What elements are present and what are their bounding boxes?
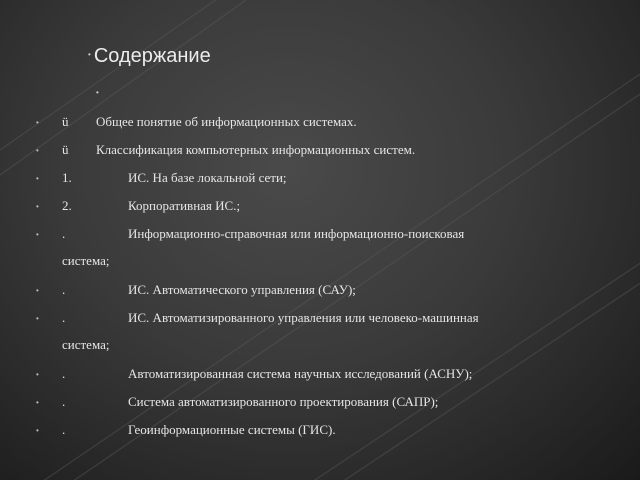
list-item-text: ИС. На базе локальной сети; (128, 170, 287, 185)
list-item-marker: . (62, 422, 66, 437)
list-item-marker: 1. (62, 170, 72, 185)
list-item-marker: . (62, 310, 66, 325)
list-item-text: Система автоматизированного проектирования (САПР); (128, 394, 439, 409)
bullet-dot: • (36, 174, 39, 183)
bullet-dot: • (36, 202, 39, 211)
list-item-marker: . (62, 226, 66, 241)
bullet-dot: • (36, 370, 39, 379)
empty-bullet: • (96, 88, 99, 97)
title-bullet: • (88, 50, 91, 59)
bullet-dot: • (36, 398, 39, 407)
list-item-text: Геоинформационные системы (ГИС). (128, 422, 336, 437)
list-item-marker: ü (62, 142, 69, 157)
bullet-dot: • (36, 118, 39, 127)
list-item-marker: 2. (62, 198, 72, 213)
bullet-dot: • (36, 314, 39, 323)
bullet-dot: • (36, 286, 39, 295)
list-item-marker: ü (62, 114, 69, 129)
bullet-dot: • (36, 146, 39, 155)
list-item-marker: . (62, 394, 66, 409)
list-item-text: ИС. Автоматизированного управления или человеко-машинная (128, 310, 479, 325)
list-item-text: Автоматизированная система научных исследований (АСНУ); (128, 366, 473, 381)
list-item-continuation: система; (62, 253, 110, 268)
list-item-text: Корпоративная ИС.; (128, 198, 241, 213)
list-item-marker: . (62, 282, 66, 297)
list-item-marker: . (62, 366, 66, 381)
bullet-dot: • (36, 426, 39, 435)
list-item-text: Общее понятие об информационных системах. (96, 114, 357, 129)
list-item-text: ИС. Автоматического управления (САУ); (128, 282, 356, 297)
list-item-text: Классификация компьютерных информационных систем. (96, 142, 416, 157)
slide-title: Содержание (93, 45, 211, 67)
list-item-continuation: система; (62, 337, 110, 352)
list-item-text: Информационно-справочная или информационно-поисковая (128, 226, 465, 241)
slide-title-row (88, 44, 211, 68)
bullet-dot: • (36, 230, 39, 239)
